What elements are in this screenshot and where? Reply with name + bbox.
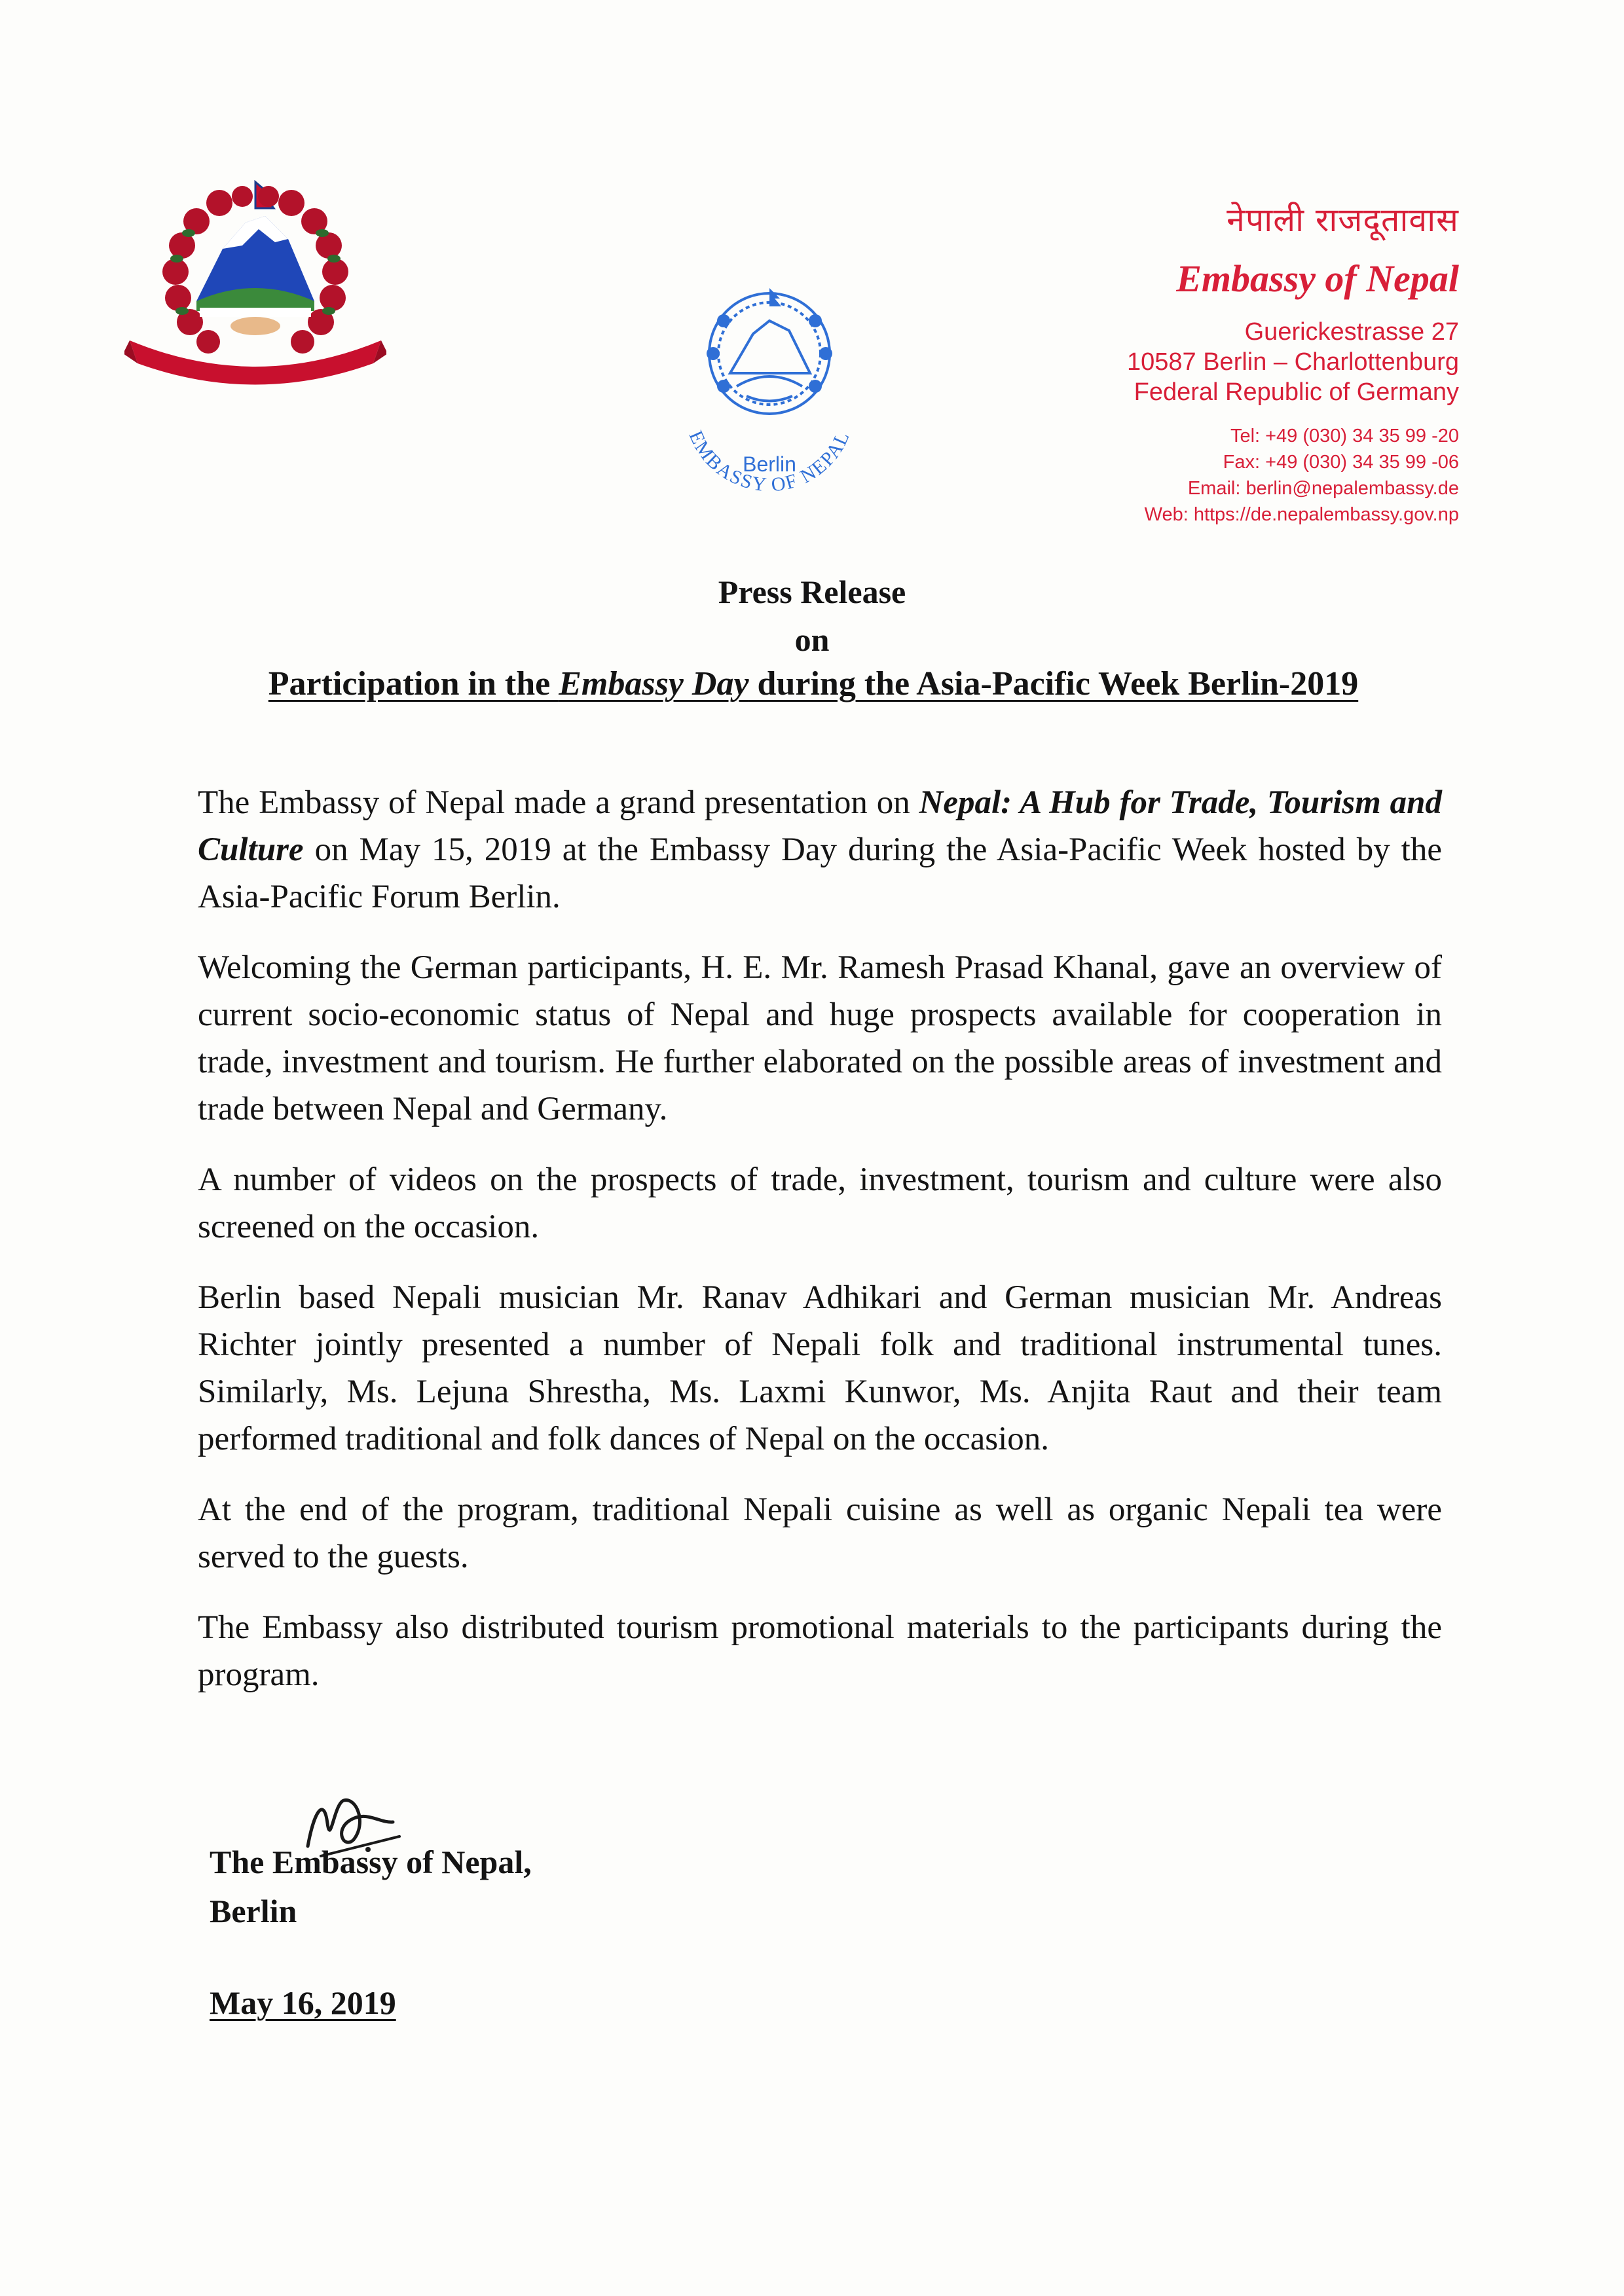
release-date: May 16, 2019 [210,1984,396,2021]
stamp-city: Berlin [743,452,796,476]
address-line: Federal Republic of Germany [1134,378,1459,406]
telephone: Tel: +49 (030) 34 35 99 -20 [1230,426,1459,446]
subject-suffix: during the Asia-Pacific Week Berlin-2019 [748,665,1359,702]
document-subject [196,665,1430,703]
document-title: Press Release [718,574,906,610]
email: Email: berlin@nepalembassy.de [1187,478,1459,499]
subject-italic: Embassy Day [559,665,749,702]
paragraph: At the end of the program, traditional Nepali cuisine as well as organic Nepali tea were served to the guests. [198,1491,1442,1575]
paragraph-text: on May 15, 2019 at the Embassy Day during the Asia-Pacific Week hosted by the Asia-Pacific Forum Berlin. [198,831,1442,915]
address-line: Guerickestrasse 27 [1244,318,1459,346]
press-release-body [198,779,1442,1722]
address-line: 10587 Berlin – Charlottenburg [1126,348,1459,376]
embassy-name: Embassy of Nepal [1176,257,1459,300]
paragraph [198,779,1442,920]
paragraph: The Embassy also distributed tourism promotional materials to the participants during the program. [198,1609,1442,1693]
subject-prefix: Participation in the [268,665,559,702]
document-title-connector: on [794,621,830,658]
signatory-city: Berlin [210,1893,297,1929]
fax: Fax: +49 (030) 34 35 99 -06 [1223,452,1459,473]
nepal-emblem-icon [124,177,386,399]
paragraph-text: The Embassy of Nepal made a grand presentation on [198,784,919,821]
embassy-stamp-icon [658,275,881,498]
paragraph: A number of videos on the prospects of trade, investment, tourism and culture were also screened on the occasion. [198,1161,1442,1245]
presentation-title: Nepal: A Hub for Trade, Tourism and Culture [198,784,1442,868]
paragraph: Welcoming the German participants, H. E. Mr. Ramesh Prasad Khanal, gave an overview of current socio-economic status of Nepal and huge prospects available for cooperation in trade, investment and tourism. He further elaborated on the possible areas of investment and trade between Nepal and Germany. [198,949,1442,1127]
stamp-text: EMBASSY OF NEPAL [684,427,855,496]
signatory: The Embassy of Nepal, [210,1844,532,1880]
paragraph: Berlin based Nepali musician Mr. Ranav Adhikari and German musician Mr. Andreas Richter jointly presented a number of Nepali folk and traditional instrumental tunes. Similarly, Ms. Lejuna Shrestha, Ms. Laxmi Kunwor, Ms. Anjita Raut and their team performed traditional and folk dances of Nepal on the occasion. [198,1279,1442,1457]
embassy-name-native: नेपाली राजदूतावास [1227,201,1459,239]
website: Web: https://de.nepalembassy.gov.np [1144,504,1459,525]
